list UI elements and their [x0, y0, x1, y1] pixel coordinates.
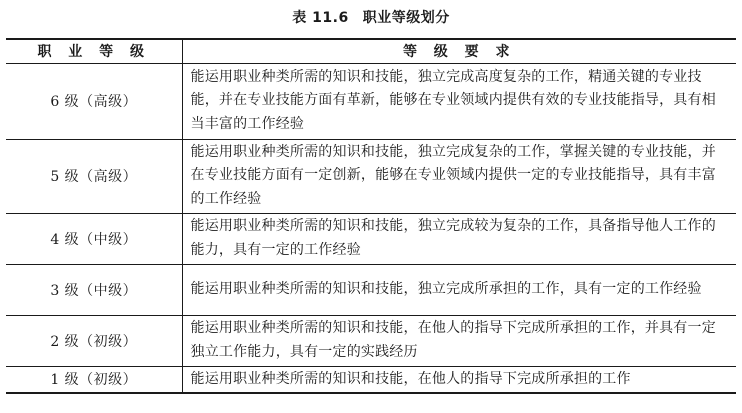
job-level-table — [6, 38, 736, 394]
table-title: 职业等级划分 — [362, 10, 450, 26]
table-row — [6, 366, 736, 393]
table-row — [6, 139, 736, 213]
table-number: 表 11.6 — [292, 10, 349, 26]
table-row — [6, 264, 736, 315]
requirement-cell: 能运用职业种类所需的知识和技能，独立完成复杂的工作，掌握关键的专业技能，并在专业技能方面有一定创新，能够在专业领域内提供一定的专业技能指导，具有丰富的工作经验 — [182, 139, 736, 213]
requirement-cell: 能运用职业种类所需的知识和技能，独立完成较为复杂的工作，具备指导他人工作的能力，具有一定的工作经验 — [182, 213, 736, 264]
table-header-row — [6, 39, 736, 63]
header-level: 职 业 等 级 — [6, 39, 182, 63]
table-row — [6, 63, 736, 139]
requirement-cell: 能运用职业种类所需的知识和技能，独立完成高度复杂的工作，精通关键的专业技能，并在专业技能方面有革新，能够在专业领域内提供有效的专业技能指导，具有相当丰富的工作经验 — [182, 63, 736, 139]
header-requirement: 等 级 要 求 — [182, 39, 736, 63]
requirement-cell: 能运用职业种类所需的知识和技能，独立完成所承担的工作，具有一定的工作经验 — [182, 264, 736, 315]
level-cell: 5 级（高级） — [6, 139, 182, 213]
table-row — [6, 213, 736, 264]
level-cell: 3 级（中级） — [6, 264, 182, 315]
table-caption — [0, 8, 742, 28]
level-cell: 1 级（初级） — [6, 366, 182, 393]
level-cell: 4 级（中级） — [6, 213, 182, 264]
level-cell: 2 级（初级） — [6, 315, 182, 366]
requirement-cell: 能运用职业种类所需的知识和技能，在他人的指导下完成所承担的工作，并具有一定独立工作能力，具有一定的实践经历 — [182, 315, 736, 366]
level-cell: 6 级（高级） — [6, 63, 182, 139]
table-row — [6, 315, 736, 366]
requirement-cell: 能运用职业种类所需的知识和技能，在他人的指导下完成所承担的工作 — [182, 366, 736, 393]
